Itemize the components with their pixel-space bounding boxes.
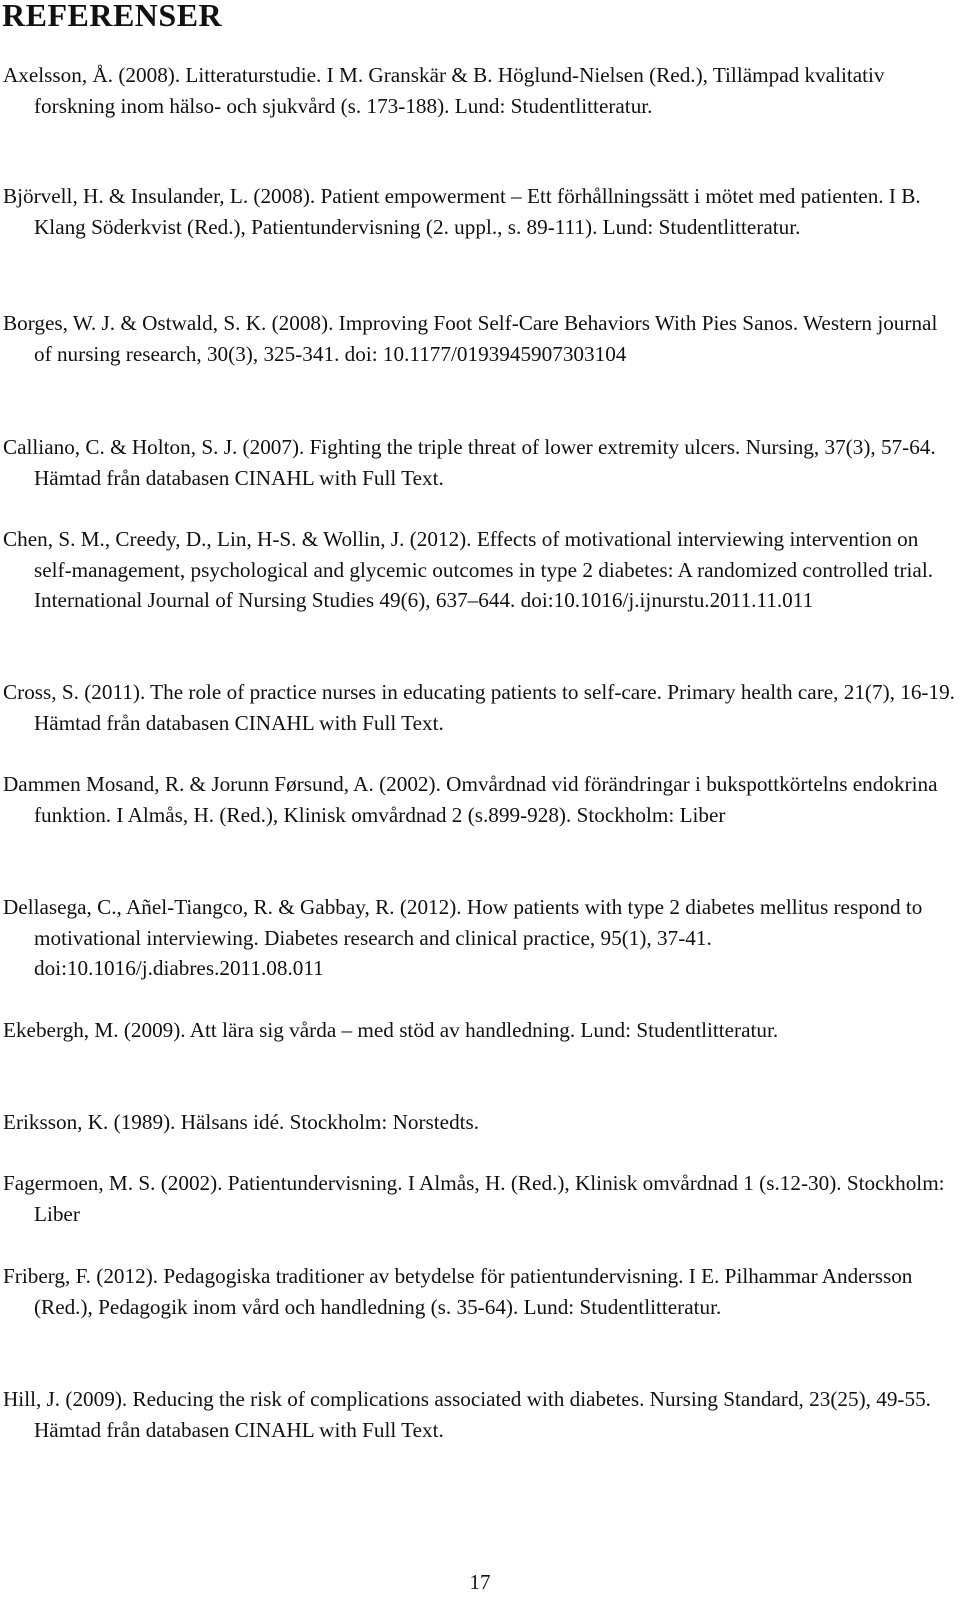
reference-item: Dammen Mosand, R. & Jorunn Førsund, A. (2002). Omvårdnad vid förändringar i bukspottkörtelns endokrina funktion. I Almås, H. (Red.), Klinisk omvårdnad 2 (s.899-928). Stockholm: Liber [3,772,938,827]
reference-item: Dellasega, C., Añel-Tiangco, R. & Gabbay, R. (2012). How patients with type 2 diabetes mellitus respond to motivational interviewing. Diabetes research and clinical practice, 95(1), 37-41. doi:10.1016/j.diabres.2011.08.011 [3,895,923,981]
reference-item: Calliano, C. & Holton, S. J. (2007). Fighting the triple threat of lower extremity ulcers. Nursing, 37(3), 57-64. Hämtad från databasen CINAHL with Full Text. [3,435,936,490]
reference-item: Ekebergh, M. (2009). Att lära sig vårda – med stöd av handledning. Lund: Studentlitteratur. [3,1018,779,1042]
reference-item: Cross, S. (2011). The role of practice nurses in educating patients to self-care. Primary health care, 21(7), 16-19. Hämtad från databasen CINAHL with Full Text. [3,680,955,735]
reference-item: Borges, W. J. & Ostwald, S. K. (2008). Improving Foot Self-Care Behaviors With Pies Sanos. Western journal of nursing research, 30(3), 325-341. doi: 10.1177/0193945907303104 [3,311,938,366]
reference-item: Axelsson, Å. (2008). Litteraturstudie. I M. Granskär & B. Höglund-Nielsen (Red.), Tillämpad kvalitativ forskning inom hälso- och sjukvård (s. 173-188). Lund: Studentlitteratur. [3,63,885,118]
page-number: 17 [469,1570,491,1594]
reference-item: Björvell, H. & Insulander, L. (2008). Patient empowerment – Ett förhållningssätt i mötet med patienten. I B. Klang Söderkvist (Red.), Patientundervisning (2. uppl., s. 89-111). Lund: Studentlitteratur. [3,184,921,239]
page-heading: REFERENSER [2,0,223,33]
reference-item: Chen, S. M., Creedy, D., Lin, H-S. & Wollin, J. (2012). Effects of motivational interviewing intervention on self-management, psychological and glycemic outcomes in type 2 diabetes: A randomized controlled trial. International Journal of Nursing Studies 49(6), 637–644. doi:10.1016/j.ijnurstu.2011.11.011 [3,527,934,613]
reference-item: Friberg, F. (2012). Pedagogiska traditioner av betydelse för patientundervisning. I E. Pilhammar Andersson (Red.), Pedagogik inom vård och handledning (s. 35-64). Lund: Studentlitteratur. [3,1264,913,1319]
reference-item: Fagermoen, M. S. (2002). Patientundervisning. I Almås, H. (Red.), Klinisk omvårdnad 1 (s.12-30). Stockholm: Liber [3,1171,945,1226]
reference-item: Eriksson, K. (1989). Hälsans idé. Stockholm: Norstedts. [3,1110,480,1134]
reference-item: Hill, J. (2009). Reducing the risk of complications associated with diabetes. Nursing Standard, 23(25), 49-55. Hämtad från databasen CINAHL with Full Text. [3,1387,931,1442]
